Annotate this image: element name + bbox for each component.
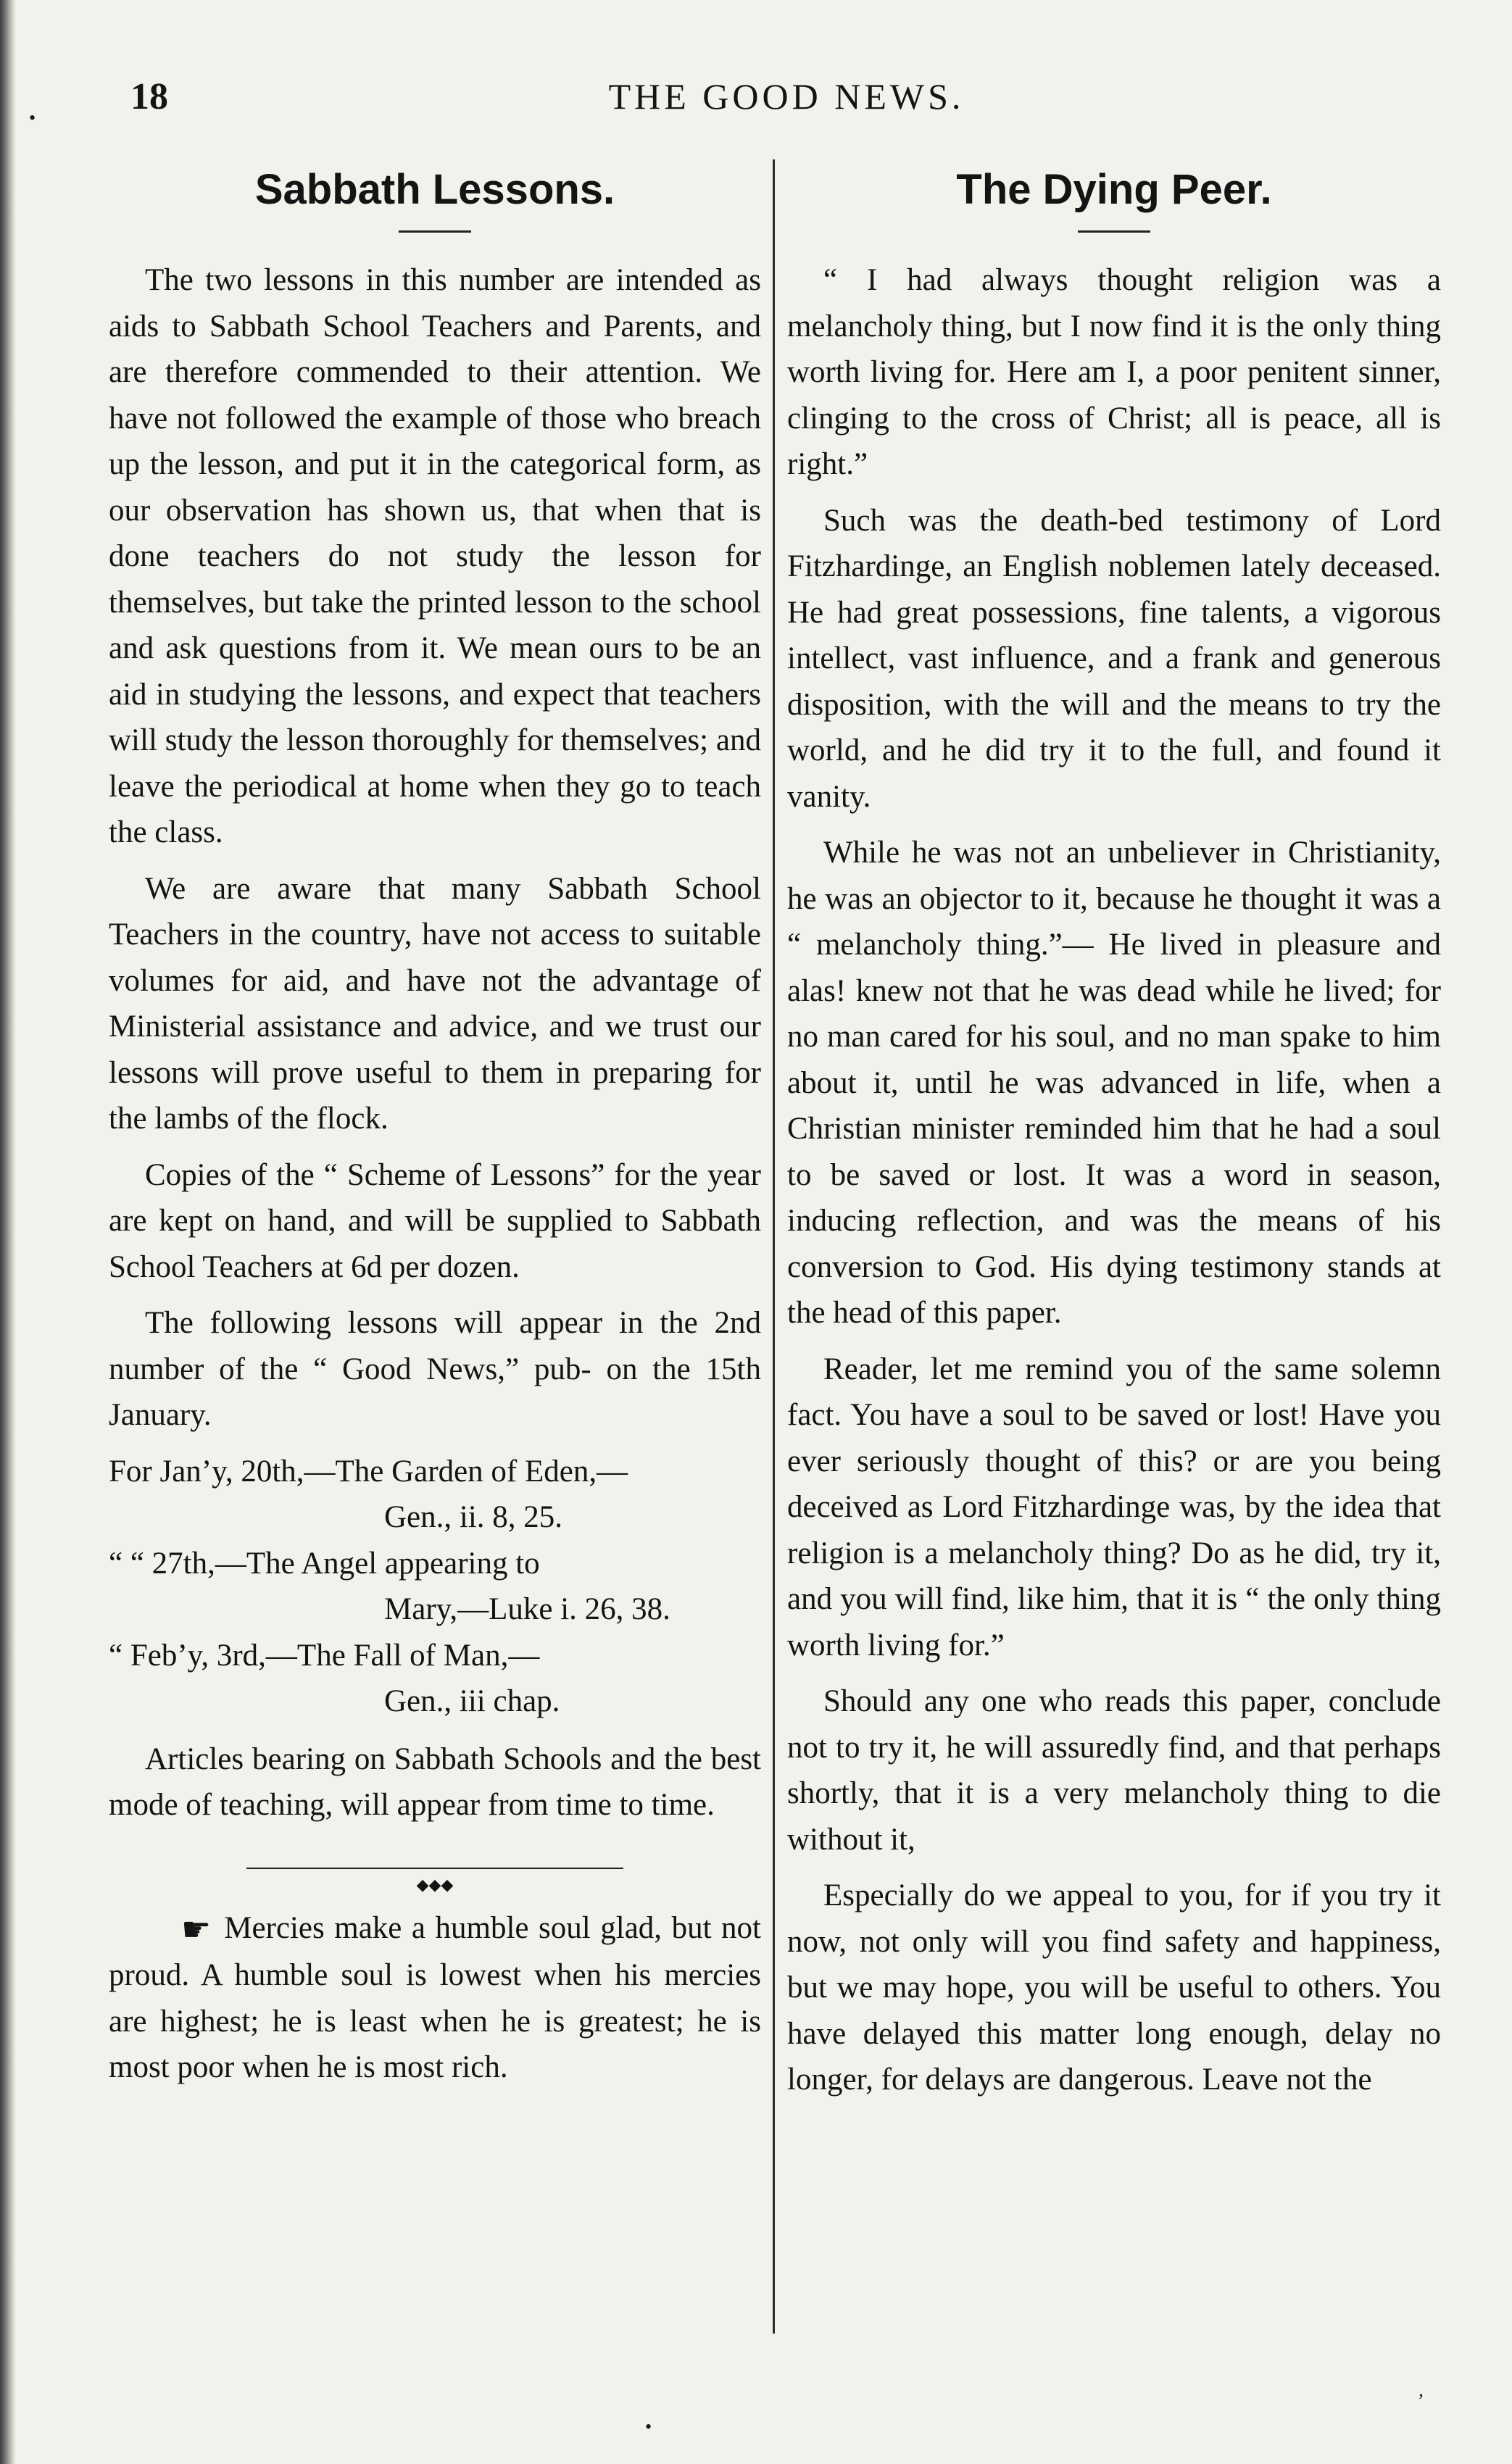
paragraph: Such was the death-bed testimony of Lord Fitzhardinge, an English noblemen lately deceased. He had great possessions, fine talents, a vigorous intellect, vast influence, and a frank and generous disposition, with the will and the means to try the world, and he did try it to the full, and found it vanity. — [787, 503, 1441, 814]
paragraph: Articles bearing on Sabbath Schools and the best mode of teaching, will appear from time to time. — [109, 1741, 761, 1822]
paragraph: Should any one who reads this paper, conclude not to try it, he will assuredly find, and that perhaps shortly, that it is a very melancholy thing to die without it, — [787, 1684, 1441, 1857]
paragraph: “ I had always thought religion was a melancholy thing, but I now find it is the only thing worth living for. Here am I, a poor penitent sinner, clinging to the cross of Christ; all is peace, all is right.” — [787, 263, 1441, 481]
left-column — [109, 161, 761, 2101]
maxim-text: Mercies make a humble soul glad, but not proud. A humble soul is lowest when his mercies are highest; he is least when he is greatest; he is most poor when he is most rich. — [109, 1910, 761, 2084]
paragraph: The following lessons will appear in the 2nd number of the “ Good News,” pub- on the 15th January. — [109, 1306, 761, 1432]
lesson-entry — [109, 1449, 761, 1541]
lesson-reference: Gen., iii chap. — [384, 1684, 560, 1718]
column-divider — [773, 159, 775, 2334]
article-title-dying-peer: The Dying Peer. — [956, 166, 1272, 213]
page-binding-edge — [0, 0, 16, 2464]
paragraph: The two lessons in this number are intended as aids to Sabbath School Teachers and Parents, and are therefore commended to their attention. We have not followed the example of those who breach up the lesson, and put it in the categorical form, as our observation has shown us, that when that is done teachers do not study the lesson for themselves, but take the printed lesson to the school and ask questions from it. We mean ours to be an aid in studying the lessons, and expect that teachers will study the lesson thoroughly for themselves; and leave the periodical at home when they go to teach the class. — [109, 263, 761, 849]
lesson-schedule — [109, 1449, 761, 1725]
running-title: THE GOOD NEWS. — [608, 76, 965, 117]
ornament-rule — [246, 1868, 623, 1869]
lesson-reference: Mary,—Luke i. 26, 38. — [384, 1592, 670, 1626]
paragraph: Copies of the “ Scheme of Lessons” for the year are kept on hand, and will be supplied to Sabbath School Teachers at 6d per dozen. — [109, 1157, 761, 1284]
title-underline — [399, 230, 471, 233]
article-title-sabbath-lessons: Sabbath Lessons. — [254, 166, 615, 213]
maxim-note — [109, 1905, 761, 2091]
pointing-hand-icon: ☛ — [181, 1910, 212, 1948]
lesson-line: “ Feb’y, 3rd,—The Fall of Man,— — [109, 1638, 540, 1673]
lesson-entry — [109, 1541, 761, 1633]
paragraph: We are aware that many Sabbath School Teachers in the country, have not access to suitable volumes for aid, and have not the advantage of Ministerial assistance and advice, and we trust our lessons will prove useful to them in preparing for the lambs of the flock. — [109, 871, 761, 1136]
paragraph: Especially do we appeal to you, for if you try it now, not only will you find safety and happiness, but we may hope, you will be useful to others. You have delayed this matter long enough, delay no longer, for delays are dangerous. Leave not the — [787, 1878, 1441, 2097]
ornament-diamond-icon: ◆◆◆ — [411, 1874, 460, 1896]
print-speck: • — [645, 2416, 652, 2437]
lesson-entry — [109, 1633, 761, 1725]
lesson-line: “ “ 27th,—The Angel appearing to — [109, 1546, 540, 1581]
paragraph: While he was not an unbeliever in Christianity, he was an objector to it, because he thought it was a “ melancholy thing.”— He lived in pleasure and alas! knew not that he was dead while he lived; for no man cared for his soul, and no man spake to him about it, until he was advanced in life, when a Christian minister reminded him that he had a soul to be saved or lost. It was a word in season, inducing reflection, and was the means of his conversion to God. His dying testimony stands at the head of this paper. — [787, 836, 1441, 1330]
title-underline — [1078, 230, 1150, 233]
print-speck: ’ — [1418, 2390, 1424, 2411]
paragraph: Reader, let me remind you of the same solemn fact. You have a soul to be saved or lost! Have you ever seriously thought of this? or are you being deceived as Lord Fitzhardinge was, by the idea that religion is a melancholy thing? Do as he did, try it, and you will find, like him, that it is “ the only thing worth living for.” — [787, 1352, 1441, 1662]
right-column — [787, 161, 1441, 2113]
page-number: 18 — [130, 76, 168, 117]
page-header — [109, 70, 1464, 128]
section-ornament — [246, 1857, 623, 1894]
lesson-line: For Jan’y, 20th,—The Garden of Eden,— — [109, 1454, 628, 1489]
print-speck: • — [29, 107, 36, 128]
lesson-reference: Gen., ii. 8, 25. — [384, 1500, 563, 1534]
